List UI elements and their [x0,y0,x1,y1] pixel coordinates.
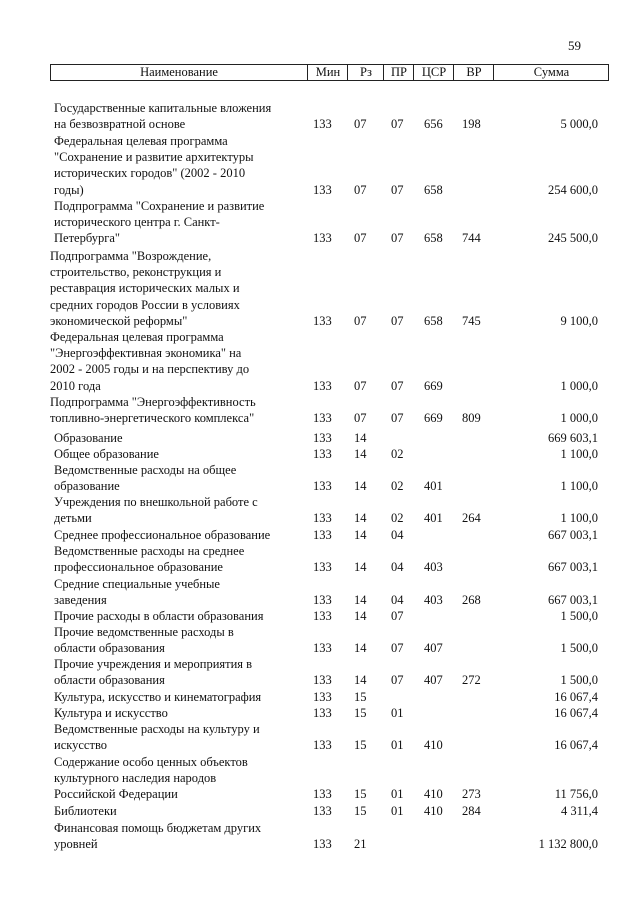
row-sum: 1 100,0 [560,446,598,461]
table-row [0,656,640,688]
table-row [0,100,640,132]
row-rz: 14 [354,673,367,688]
row-rz: 15 [354,787,367,802]
table-row [0,133,640,198]
header-vr: ВР [453,65,494,80]
row-rz: 07 [354,378,367,393]
row-sum: 667 003,1 [548,560,598,575]
row-pr: 04 [391,593,404,608]
row-pr: 01 [391,705,404,720]
row-name [54,527,304,543]
row-min: 133 [313,446,332,461]
row-name-line: на безвозвратной основе [54,117,186,132]
row-rz: 21 [354,837,367,852]
row-name-line: Общее образование [54,447,159,461]
row-min: 133 [313,803,332,818]
row-name-line: области образования [54,641,165,656]
row-rz: 14 [354,560,367,575]
row-sum: 667 003,1 [548,593,598,608]
row-csr: 403 [424,560,443,575]
row-name-line: Подпрограмма "Сохранение и развитие [54,199,265,213]
row-name [54,576,304,608]
row-rz: 15 [354,689,367,704]
row-sum: 1 500,0 [560,673,598,688]
row-vr: 264 [462,511,481,526]
row-min: 133 [313,117,332,132]
row-name-line: детьми [54,511,92,526]
table-row [0,689,640,705]
row-min: 133 [313,527,332,542]
row-min: 133 [313,689,332,704]
row-name-line: средних городов России в условиях [50,297,240,312]
row-name-line: Библиотеки [54,804,117,818]
table-row [0,462,640,494]
row-name-line: Ведомственные расходы на культуру и [54,722,260,736]
row-pr: 01 [391,787,404,802]
row-rz: 14 [354,608,367,623]
row-name-line: "Энергоэффективная экономика" на [50,346,242,361]
row-sum: 667 003,1 [548,527,598,542]
row-rz: 07 [354,117,367,132]
row-name [54,100,304,132]
row-name-line: топливно-энергетического комплекса" [50,411,255,426]
header-name: Наименование [140,65,218,79]
row-name [54,803,304,819]
row-pr: 07 [391,641,404,656]
row-name-line: Федеральная целевая программа [54,134,228,148]
row-csr: 658 [424,313,443,328]
table-row [0,329,640,394]
row-name-line: Культура, искусство и кинематография [54,690,262,704]
row-name-line: Средние специальные учебные [54,577,220,591]
row-csr: 669 [424,378,443,393]
table-row [0,248,640,329]
row-sum: 1 132 800,0 [538,837,598,852]
row-name-line: Государственные капитальные вложения [54,101,272,115]
row-name-line: образование [54,479,120,494]
row-min: 133 [313,182,332,197]
row-name-line: Содержание особо ценных объектов [54,755,248,769]
row-name [54,820,304,852]
row-name [54,494,304,526]
row-name [50,394,310,426]
row-rz: 15 [354,803,367,818]
row-rz: 14 [354,446,367,461]
row-name [54,543,304,575]
row-name [54,656,304,688]
row-name [50,329,310,394]
row-name-line: искусство [54,738,108,753]
row-csr: 410 [424,738,443,753]
table-row [0,543,640,575]
row-min: 133 [313,593,332,608]
row-name-line: Финансовая помощь бюджетам других [54,821,262,835]
row-vr: 273 [462,787,481,802]
row-name-line: уровней [54,837,98,852]
row-vr: 284 [462,803,481,818]
row-name [54,705,304,721]
row-sum: 1 100,0 [560,511,598,526]
table-row [0,446,640,462]
row-min: 133 [313,837,332,852]
row-sum: 245 500,0 [548,231,598,246]
row-pr: 07 [391,313,404,328]
row-rz: 14 [354,430,367,445]
row-name-line: строительство, реконструкция и [50,265,222,280]
row-rz: 07 [354,411,367,426]
header-sum: Сумма [493,65,609,80]
table-row [0,198,640,247]
row-rz: 14 [354,511,367,526]
row-sum: 16 067,4 [554,738,598,753]
table-row [0,430,640,446]
row-csr: 658 [424,231,443,246]
row-sum: 5 000,0 [560,117,598,132]
row-name [54,198,304,247]
table-header [50,64,609,81]
row-min: 133 [313,560,332,575]
row-name-line: Подпрограмма "Энергоэффективность [50,395,256,409]
row-rz: 07 [354,313,367,328]
row-min: 133 [313,411,332,426]
row-vr: 809 [462,411,481,426]
row-name [54,462,304,494]
row-pr: 02 [391,511,404,526]
row-name-line: заведения [54,593,107,608]
row-name-line: Образование [54,431,123,445]
table-row [0,527,640,543]
table-row [0,754,640,803]
row-pr: 07 [391,411,404,426]
row-sum: 11 756,0 [554,787,598,802]
page-number: 59 [568,38,581,53]
row-min: 133 [313,738,332,753]
row-vr: 198 [462,117,481,132]
table-row [0,394,640,426]
row-csr: 407 [424,641,443,656]
row-pr: 07 [391,231,404,246]
row-name-line: экономической реформы" [50,313,188,328]
row-sum: 16 067,4 [554,689,598,704]
row-pr: 01 [391,738,404,753]
row-min: 133 [313,378,332,393]
row-pr: 01 [391,803,404,818]
row-rz: 14 [354,479,367,494]
row-name-line: Российской Федерации [54,787,178,802]
row-name [54,430,304,446]
row-sum: 1 100,0 [560,479,598,494]
row-name-line: Среднее профессиональное образование [54,528,271,542]
row-name [54,721,304,753]
row-name [54,754,304,803]
row-pr: 07 [391,378,404,393]
row-pr: 07 [391,117,404,132]
row-sum: 254 600,0 [548,182,598,197]
row-name-line: Ведомственные расходы на среднее [54,544,245,558]
table-row [0,721,640,753]
row-name-line: Прочие учреждения и мероприятия в [54,657,253,671]
table-row [0,705,640,721]
table-row [0,608,640,624]
row-name-line: Федеральная целевая программа [50,330,224,344]
row-rz: 14 [354,641,367,656]
row-rz: 14 [354,593,367,608]
row-sum: 1 500,0 [560,641,598,656]
row-name-line: Прочие ведомственные расходы в [54,625,234,639]
row-csr: 658 [424,182,443,197]
row-name-line: области образования [54,673,165,688]
row-rz: 07 [354,231,367,246]
row-name-line: Прочие расходы в области образования [54,609,264,623]
row-sum: 1 000,0 [560,378,598,393]
row-sum: 16 067,4 [554,705,598,720]
row-pr: 07 [391,182,404,197]
header-csr: ЦСР [413,65,454,80]
row-pr: 04 [391,560,404,575]
row-sum: 669 603,1 [548,430,598,445]
row-name-line: исторических городов" (2002 - 2010 [54,166,246,181]
row-name-line: Подпрограмма "Возрождение, [50,249,212,263]
row-name [54,133,304,198]
row-pr: 07 [391,673,404,688]
row-rz: 15 [354,705,367,720]
row-csr: 669 [424,411,443,426]
row-min: 133 [313,231,332,246]
row-name-line: годы) [54,182,84,197]
row-vr: 268 [462,593,481,608]
row-min: 133 [313,313,332,328]
row-min: 133 [313,673,332,688]
row-name-line: культурного наследия народов [54,771,217,786]
row-rz: 15 [354,738,367,753]
row-name-line: Учреждения по внешкольной работе с [54,495,258,509]
row-rz: 14 [354,527,367,542]
row-name-line: "Сохранение и развитие архитектуры [54,150,254,165]
table-row [0,803,640,819]
row-name-line: реставрация исторических малых и [50,281,240,296]
row-csr: 401 [424,479,443,494]
row-csr: 656 [424,117,443,132]
table-row [0,494,640,526]
row-csr: 401 [424,511,443,526]
row-min: 133 [313,705,332,720]
row-min: 133 [313,608,332,623]
row-name-line: исторического центра г. Санкт- [54,215,220,230]
row-vr: 745 [462,313,481,328]
row-csr: 410 [424,803,443,818]
row-pr: 07 [391,608,404,623]
header-rz: Рз [347,65,384,80]
row-name-line: профессиональное образование [54,560,223,575]
row-csr: 410 [424,787,443,802]
row-name-line: 2010 года [50,378,101,393]
row-min: 133 [313,430,332,445]
row-rz: 07 [354,182,367,197]
header-pr: ПР [383,65,414,80]
row-sum: 9 100,0 [560,313,598,328]
row-name-line: Культура и искусство [54,706,168,720]
row-name-line: Ведомственные расходы на общее [54,463,237,477]
row-name-line: Петербурга" [54,231,120,246]
row-name [50,248,310,329]
header-min: Мин [307,65,348,80]
row-name [54,689,304,705]
table-row [0,576,640,608]
row-csr: 407 [424,673,443,688]
row-name [54,608,304,624]
row-pr: 02 [391,446,404,461]
row-vr: 272 [462,673,481,688]
row-pr: 04 [391,527,404,542]
row-name [54,624,304,656]
row-min: 133 [313,511,332,526]
table-row [0,820,640,852]
row-min: 133 [313,641,332,656]
row-min: 133 [313,787,332,802]
row-name-line: 2002 - 2005 годы и на перспективу до [50,362,250,377]
row-vr: 744 [462,231,481,246]
row-min: 133 [313,479,332,494]
row-name [54,446,304,462]
row-sum: 1 500,0 [560,608,598,623]
row-csr: 403 [424,593,443,608]
row-sum: 4 311,4 [560,803,598,818]
table-row [0,624,640,656]
row-pr: 02 [391,479,404,494]
row-sum: 1 000,0 [560,411,598,426]
